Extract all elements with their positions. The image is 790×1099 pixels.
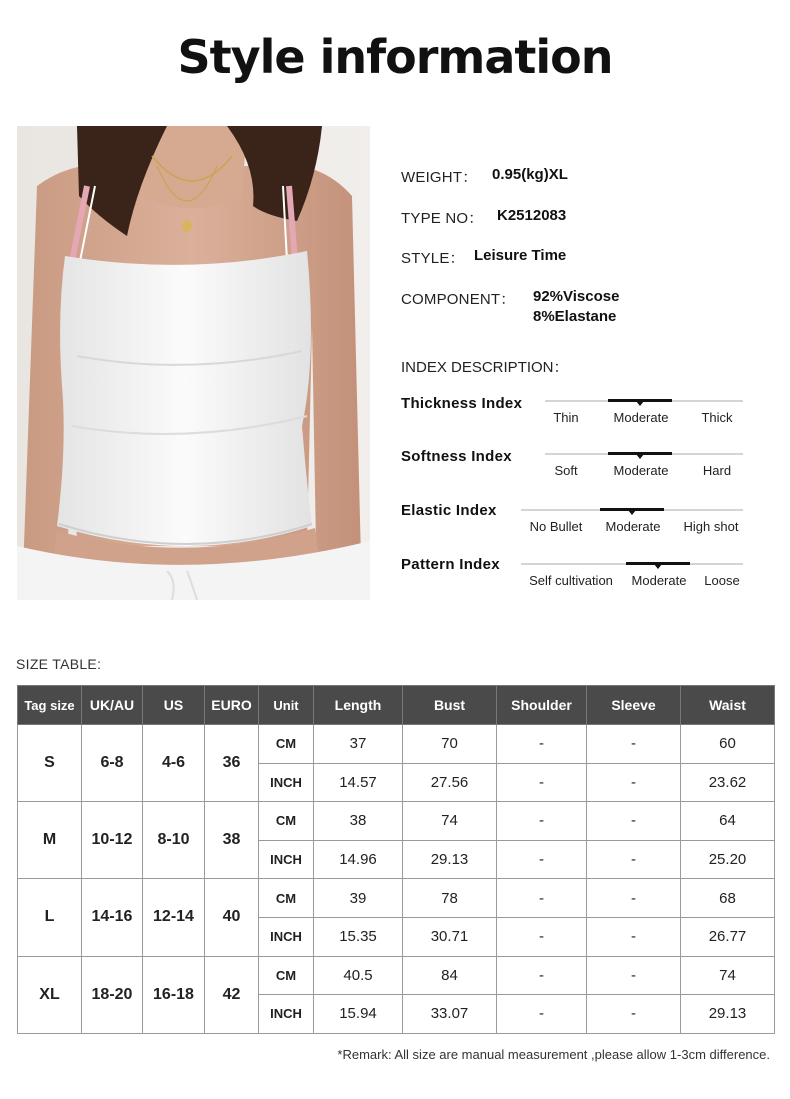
column-header: Sleeve <box>587 686 681 725</box>
sleeve-cell: - <box>587 725 681 764</box>
size-table-heading: SIZE TABLE: <box>16 656 102 672</box>
unit-cell: INCH <box>259 763 314 802</box>
bust-cell: 30.71 <box>403 917 497 956</box>
length-cell: 38 <box>314 802 403 841</box>
scale-option: Soft <box>554 463 578 478</box>
elastic-index-scale <box>521 509 746 539</box>
euro-cell: 42 <box>205 956 259 1033</box>
type-label: TYPE NO： <box>401 210 484 227</box>
size-table <box>17 685 775 1034</box>
sleeve-cell: - <box>587 879 681 918</box>
length-cell: 14.96 <box>314 840 403 879</box>
ukau-cell: 6-8 <box>82 725 143 802</box>
thickness-index-label: Thickness Index <box>401 395 523 412</box>
ukau-cell: 18-20 <box>82 956 143 1033</box>
shoulder-cell: - <box>497 802 587 841</box>
shoulder-cell: - <box>497 763 587 802</box>
bust-cell: 78 <box>403 879 497 918</box>
shoulder-cell: - <box>497 995 587 1034</box>
us-cell: 12-14 <box>143 879 205 956</box>
pattern-index-label: Pattern Index <box>401 556 500 573</box>
scale-option: Thick <box>701 410 733 425</box>
weight-row <box>401 166 568 187</box>
us-cell: 4-6 <box>143 725 205 802</box>
column-header: EURO <box>205 686 259 725</box>
softness-index-scale <box>545 453 743 483</box>
type-value: K2512083 <box>497 207 567 224</box>
sleeve-cell: - <box>587 840 681 879</box>
shoulder-cell: - <box>497 840 587 879</box>
unit-cell: INCH <box>259 840 314 879</box>
length-cell: 15.94 <box>314 995 403 1034</box>
scale-marker-icon <box>654 564 662 569</box>
ukau-cell: 10-12 <box>82 802 143 879</box>
table-row <box>18 879 775 918</box>
scale-marker-icon <box>628 510 636 515</box>
weight-label: WEIGHT： <box>401 169 478 186</box>
length-cell: 40.5 <box>314 956 403 995</box>
unit-cell: CM <box>259 879 314 918</box>
column-header: Tag size <box>18 686 82 725</box>
scale-option-selected: Moderate <box>613 463 669 478</box>
bust-cell: 84 <box>403 956 497 995</box>
pattern-index-scale <box>521 563 746 593</box>
column-header: Waist <box>681 686 775 725</box>
scale-option-selected: Moderate <box>631 573 687 588</box>
ukau-cell: 14-16 <box>82 879 143 956</box>
elastic-index-label: Elastic Index <box>401 502 497 519</box>
model-wearing-white-cami-image <box>17 126 370 600</box>
euro-cell: 40 <box>205 879 259 956</box>
bust-cell: 74 <box>403 802 497 841</box>
thickness-index-scale <box>545 400 743 430</box>
waist-cell: 29.13 <box>681 995 775 1034</box>
column-header: Unit <box>259 686 314 725</box>
waist-cell: 23.62 <box>681 763 775 802</box>
table-row <box>18 802 775 841</box>
scale-marker-icon <box>636 454 644 459</box>
sleeve-cell: - <box>587 763 681 802</box>
shoulder-cell: - <box>497 956 587 995</box>
us-cell: 8-10 <box>143 802 205 879</box>
column-header: UK/AU <box>82 686 143 725</box>
sleeve-cell: - <box>587 917 681 956</box>
column-header: Length <box>314 686 403 725</box>
type-row <box>401 207 567 228</box>
column-header: Shoulder <box>497 686 587 725</box>
euro-cell: 38 <box>205 802 259 879</box>
scale-option-selected: Moderate <box>605 519 661 534</box>
waist-cell: 68 <box>681 879 775 918</box>
shoulder-cell: - <box>497 879 587 918</box>
index-description-heading: INDEX DESCRIPTION： <box>401 359 569 376</box>
tag-size-cell: L <box>18 879 82 956</box>
scale-option: Thin <box>553 410 579 425</box>
product-photo <box>17 126 370 600</box>
waist-cell: 60 <box>681 725 775 764</box>
size-table-header-row <box>18 686 775 725</box>
softness-index-label: Softness Index <box>401 448 512 465</box>
unit-cell: INCH <box>259 917 314 956</box>
table-row <box>18 725 775 764</box>
component-label: COMPONENT： <box>401 291 516 308</box>
sleeve-cell: - <box>587 802 681 841</box>
unit-cell: INCH <box>259 995 314 1034</box>
column-header: Bust <box>403 686 497 725</box>
size-remark: *Remark: All size are manual measurement ,please allow 1-3cm difference. <box>337 1047 770 1062</box>
scale-option: High shot <box>683 519 739 534</box>
waist-cell: 74 <box>681 956 775 995</box>
scale-option: Hard <box>702 463 732 478</box>
unit-cell: CM <box>259 725 314 764</box>
length-cell: 14.57 <box>314 763 403 802</box>
waist-cell: 64 <box>681 802 775 841</box>
scale-option-selected: Moderate <box>613 410 669 425</box>
scale-option: Self cultivation <box>529 573 613 588</box>
waist-cell: 25.20 <box>681 840 775 879</box>
weight-value: 0.95(kg)XL <box>492 166 568 183</box>
sleeve-cell: - <box>587 995 681 1034</box>
column-header: US <box>143 686 205 725</box>
length-cell: 15.35 <box>314 917 403 956</box>
scale-option: Loose <box>704 573 740 588</box>
component-row <box>401 288 620 325</box>
waist-cell: 26.77 <box>681 917 775 956</box>
length-cell: 37 <box>314 725 403 764</box>
tag-size-cell: S <box>18 725 82 802</box>
tag-size-cell: XL <box>18 956 82 1033</box>
bust-cell: 27.56 <box>403 763 497 802</box>
bust-cell: 70 <box>403 725 497 764</box>
page-title: Style information <box>177 30 613 84</box>
tag-size-cell: M <box>18 802 82 879</box>
style-value: Leisure Time <box>474 247 567 264</box>
component-value-2: 8%Elastane <box>533 308 617 325</box>
style-label: STYLE： <box>401 250 465 267</box>
component-value-1: 92%Viscose <box>533 288 620 305</box>
table-row <box>18 956 775 995</box>
bust-cell: 29.13 <box>403 840 497 879</box>
unit-cell: CM <box>259 956 314 995</box>
unit-cell: CM <box>259 802 314 841</box>
scale-marker-icon <box>636 401 644 406</box>
bust-cell: 33.07 <box>403 995 497 1034</box>
us-cell: 16-18 <box>143 956 205 1033</box>
shoulder-cell: - <box>497 725 587 764</box>
sleeve-cell: - <box>587 956 681 995</box>
euro-cell: 36 <box>205 725 259 802</box>
style-row <box>401 247 567 268</box>
scale-option: No Bullet <box>529 519 583 534</box>
shoulder-cell: - <box>497 917 587 956</box>
length-cell: 39 <box>314 879 403 918</box>
